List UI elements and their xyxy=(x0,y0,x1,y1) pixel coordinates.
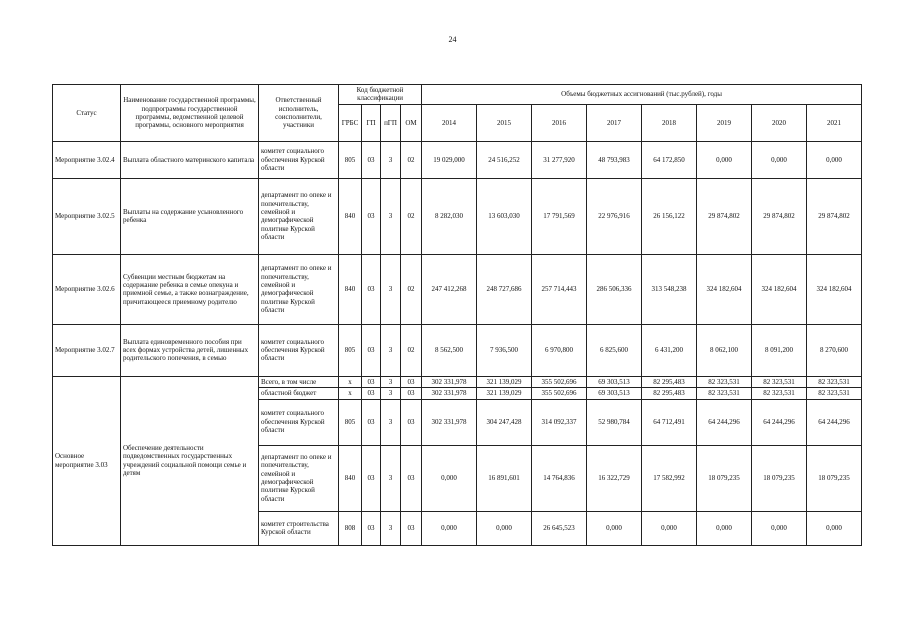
cell-om: 03 xyxy=(401,445,422,511)
page-number: 24 xyxy=(448,35,457,44)
cell-value: 0,000 xyxy=(807,141,862,178)
cell-gp: 03 xyxy=(362,445,381,511)
cell-value: 69 303,513 xyxy=(587,388,642,399)
cell-value: 313 548,238 xyxy=(642,254,697,324)
cell-value: 6 431,200 xyxy=(642,324,697,376)
cell-value: 64 172,850 xyxy=(642,141,697,178)
cell-value: 82 295,483 xyxy=(642,376,697,387)
cell-pgp: 3 xyxy=(381,324,401,376)
cell-value: 355 502,696 xyxy=(532,376,587,387)
cell-executor: департамент по опеке и попечительству, семейной и демографической политике Курской области xyxy=(259,254,339,324)
header-pgp: пГП xyxy=(381,104,401,141)
cell-gp: 03 xyxy=(362,324,381,376)
cell-value: 82 323,531 xyxy=(752,388,807,399)
cell-value: 29 874,802 xyxy=(697,178,752,254)
cell-value: 82 295,483 xyxy=(642,388,697,399)
cell-om: 02 xyxy=(401,178,422,254)
cell-name: Субвенции местным бюджетам на содержание ребенка в семье опекуна и приемной семье, а также вознаграждение, причитающееся приемному родителю xyxy=(121,254,259,324)
cell-grbs: 805 xyxy=(339,141,362,178)
cell-value: 8 270,600 xyxy=(807,324,862,376)
cell-gp: 03 xyxy=(362,376,381,387)
cell-value: 18 079,235 xyxy=(697,445,752,511)
cell-value: 302 331,978 xyxy=(422,388,477,399)
cell-value: 18 079,235 xyxy=(807,445,862,511)
cell-name: Выплаты на содержание усыновленного ребенка xyxy=(121,178,259,254)
header-grbs: ГРБС xyxy=(339,104,362,141)
table-row xyxy=(53,376,862,387)
cell-pgp: 3 xyxy=(381,141,401,178)
cell-value: 17 582,992 xyxy=(642,445,697,511)
cell-executor: департамент по опеке и попечительству, семейной и демографической политике Курской области xyxy=(259,445,339,511)
cell-om: 03 xyxy=(401,376,422,387)
cell-status: Мероприятие 3.02.5 xyxy=(53,178,121,254)
cell-value: 324 182,604 xyxy=(807,254,862,324)
cell-value: 286 506,336 xyxy=(587,254,642,324)
cell-value: 355 502,696 xyxy=(532,388,587,399)
cell-value: 8 091,200 xyxy=(752,324,807,376)
budget-table xyxy=(52,84,862,546)
cell-value: 82 323,531 xyxy=(752,376,807,387)
cell-value: 0,000 xyxy=(697,511,752,545)
cell-value: 0,000 xyxy=(697,141,752,178)
cell-value: 0,000 xyxy=(587,511,642,545)
header-year: 2017 xyxy=(587,104,642,141)
cell-pgp: 3 xyxy=(381,511,401,545)
cell-pgp: 3 xyxy=(381,376,401,387)
header-year: 2015 xyxy=(477,104,532,141)
cell-executor: Всего, в том числе xyxy=(259,376,339,387)
cell-status: Основное мероприятие 3.03 xyxy=(53,376,121,545)
cell-value: 0,000 xyxy=(422,511,477,545)
cell-value: 0,000 xyxy=(642,511,697,545)
cell-value: 0,000 xyxy=(752,511,807,545)
header-volumes: Объемы бюджетных ассигнований (тыс.рублей), годы xyxy=(422,85,862,105)
cell-om: 03 xyxy=(401,388,422,399)
cell-om: 03 xyxy=(401,511,422,545)
cell-value: 64 712,491 xyxy=(642,399,697,445)
cell-value: 69 303,513 xyxy=(587,376,642,387)
cell-value: 257 714,443 xyxy=(532,254,587,324)
cell-value: 248 727,686 xyxy=(477,254,532,324)
cell-value: 22 976,916 xyxy=(587,178,642,254)
cell-status: Мероприятие 3.02.6 xyxy=(53,254,121,324)
cell-executor: комитет социального обеспечения Курской области xyxy=(259,141,339,178)
cell-om: 02 xyxy=(401,324,422,376)
cell-name: Выплата единовременного пособия при всех формах устройства детей, лишенных родительского попечения, в семью xyxy=(121,324,259,376)
cell-gp: 03 xyxy=(362,399,381,445)
cell-value: 304 247,428 xyxy=(477,399,532,445)
cell-pgp: 3 xyxy=(381,178,401,254)
cell-gp: 03 xyxy=(362,141,381,178)
cell-value: 302 331,978 xyxy=(422,399,477,445)
table-row xyxy=(53,324,862,376)
cell-value: 64 244,296 xyxy=(807,399,862,445)
cell-name: Обеспечение деятельности подведомственных государственных учреждений социальной помощи семье и детям xyxy=(121,376,259,545)
cell-grbs: x xyxy=(339,376,362,387)
cell-value: 324 182,604 xyxy=(697,254,752,324)
cell-value: 247 412,268 xyxy=(422,254,477,324)
cell-value: 8 562,500 xyxy=(422,324,477,376)
cell-status: Мероприятие 3.02.4 xyxy=(53,141,121,178)
cell-value: 52 980,784 xyxy=(587,399,642,445)
cell-grbs: 840 xyxy=(339,445,362,511)
header-year: 2014 xyxy=(422,104,477,141)
cell-om: 02 xyxy=(401,141,422,178)
cell-value: 29 874,802 xyxy=(807,178,862,254)
cell-gp: 03 xyxy=(362,178,381,254)
header-executor: Ответственный исполнитель, соисполнители, участники xyxy=(259,85,339,142)
table-row xyxy=(53,254,862,324)
cell-executor: комитет социального обеспечения Курской области xyxy=(259,399,339,445)
header-year: 2016 xyxy=(532,104,587,141)
header-om: ОМ xyxy=(401,104,422,141)
cell-value: 26 645,523 xyxy=(532,511,587,545)
table-header xyxy=(53,85,862,142)
cell-value: 0,000 xyxy=(752,141,807,178)
cell-value: 82 323,531 xyxy=(807,376,862,387)
header-year: 2019 xyxy=(697,104,752,141)
cell-executor: комитет строительства Курской области xyxy=(259,511,339,545)
cell-om: 02 xyxy=(401,254,422,324)
header-status: Статус xyxy=(53,85,121,142)
cell-grbs: 840 xyxy=(339,254,362,324)
cell-name: Выплата областного материнского капитала xyxy=(121,141,259,178)
header-gp: ГП xyxy=(362,104,381,141)
cell-grbs: 840 xyxy=(339,178,362,254)
cell-value: 29 874,802 xyxy=(752,178,807,254)
cell-value: 16 322,729 xyxy=(587,445,642,511)
cell-pgp: 3 xyxy=(381,445,401,511)
cell-value: 19 029,000 xyxy=(422,141,477,178)
header-year: 2018 xyxy=(642,104,697,141)
cell-value: 6 970,800 xyxy=(532,324,587,376)
cell-executor: комитет социального обеспечения Курской области xyxy=(259,324,339,376)
cell-value: 26 156,122 xyxy=(642,178,697,254)
cell-grbs: x xyxy=(339,388,362,399)
cell-value: 0,000 xyxy=(422,445,477,511)
cell-value: 24 516,252 xyxy=(477,141,532,178)
cell-status: Мероприятие 3.02.7 xyxy=(53,324,121,376)
cell-gp: 03 xyxy=(362,254,381,324)
cell-value: 0,000 xyxy=(477,511,532,545)
cell-om: 03 xyxy=(401,399,422,445)
cell-value: 314 092,337 xyxy=(532,399,587,445)
cell-grbs: 805 xyxy=(339,399,362,445)
cell-gp: 03 xyxy=(362,511,381,545)
cell-value: 321 139,029 xyxy=(477,376,532,387)
cell-value: 7 936,500 xyxy=(477,324,532,376)
cell-value: 13 603,030 xyxy=(477,178,532,254)
cell-grbs: 808 xyxy=(339,511,362,545)
cell-grbs: 805 xyxy=(339,324,362,376)
cell-value: 31 277,920 xyxy=(532,141,587,178)
cell-value: 64 244,296 xyxy=(752,399,807,445)
cell-gp: 03 xyxy=(362,388,381,399)
cell-value: 16 891,601 xyxy=(477,445,532,511)
cell-value: 82 323,531 xyxy=(697,388,752,399)
header-year: 2021 xyxy=(807,104,862,141)
table-row xyxy=(53,141,862,178)
cell-value: 18 079,235 xyxy=(752,445,807,511)
header-budget-code: Код бюджетной классификации xyxy=(339,85,422,105)
cell-pgp: 3 xyxy=(381,399,401,445)
header-name: Наименование государственной программы, подпрограммы государственной программы, ведомственной целевой программы, основного мероприятия xyxy=(121,85,259,142)
cell-value: 324 182,604 xyxy=(752,254,807,324)
cell-value: 302 331,978 xyxy=(422,376,477,387)
cell-executor: департамент по опеке и попечительству, семейной и демографической политике Курской области xyxy=(259,178,339,254)
cell-value: 82 323,531 xyxy=(697,376,752,387)
table-row xyxy=(53,178,862,254)
cell-executor: областной бюджет xyxy=(259,388,339,399)
cell-value: 64 244,296 xyxy=(697,399,752,445)
cell-pgp: 3 xyxy=(381,388,401,399)
header-year: 2020 xyxy=(752,104,807,141)
cell-pgp: 3 xyxy=(381,254,401,324)
cell-value: 6 825,600 xyxy=(587,324,642,376)
cell-value: 0,000 xyxy=(807,511,862,545)
cell-value: 321 139,029 xyxy=(477,388,532,399)
cell-value: 8 282,030 xyxy=(422,178,477,254)
cell-value: 14 764,836 xyxy=(532,445,587,511)
cell-value: 82 323,531 xyxy=(807,388,862,399)
cell-value: 48 793,983 xyxy=(587,141,642,178)
cell-value: 8 062,100 xyxy=(697,324,752,376)
cell-value: 17 791,569 xyxy=(532,178,587,254)
